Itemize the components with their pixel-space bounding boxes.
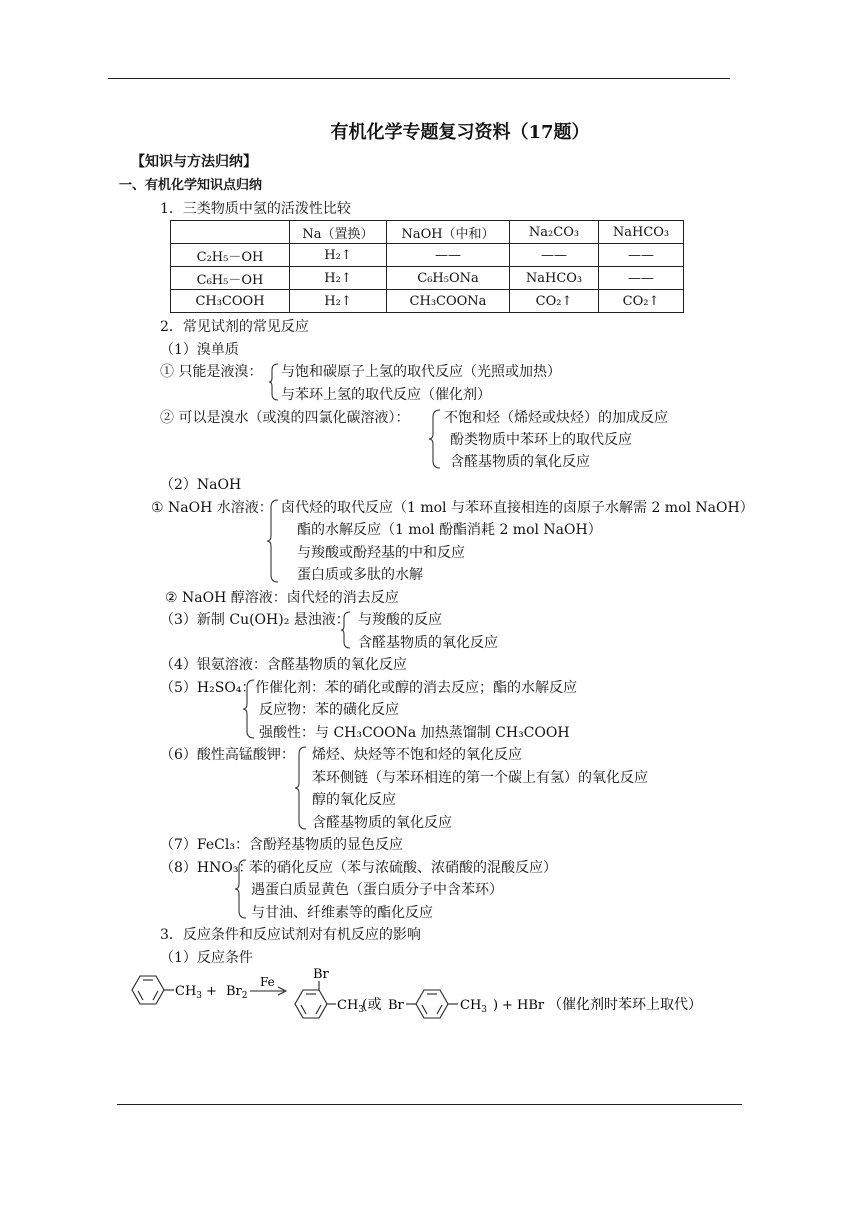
section-header: 【知识与方法归纳】 [131, 154, 257, 170]
subscript-2: 2 [241, 991, 248, 1001]
benzene-ring-icon [406, 990, 458, 1018]
close-paren: ) [493, 998, 499, 1013]
table-cell: NaOH（中和） [387, 221, 510, 244]
table-header-row [171, 221, 684, 244]
table-cell: H₂↑ [290, 290, 387, 313]
ch3-text: CH [460, 998, 482, 1013]
benzene-ring-icon [295, 981, 336, 1018]
benzene-ring-icon [132, 976, 174, 1004]
table-cell: CH₃COONa [387, 290, 510, 313]
kmno4-item: 烯烃、炔烃等不饱和烃的氧化反应 [312, 747, 522, 763]
silver-line: （4）银氨溶液：含醛基物质的氧化反应 [160, 657, 407, 673]
table-cell: H₂↑ [290, 267, 387, 290]
equation-note: （催化剂时苯环上取代） [548, 997, 702, 1013]
h2so4-item: 强酸性：与 CH₃COONa 加热蒸馏制 CH₃COOH [259, 725, 570, 741]
subscript-3: 3 [358, 1005, 365, 1015]
bromine-a-item: 与苯环上氢的取代反应（催化剂） [281, 387, 491, 403]
bromine-a-label: ① 只能是液溴： [160, 364, 263, 380]
brace-icon [266, 499, 280, 583]
table-cell: —— [387, 244, 510, 267]
br-para: Br [388, 998, 404, 1013]
table-row [171, 244, 684, 267]
h2so4-item: 作催化剂：苯的硝化或醇的消去反应；酯的水解反应 [255, 680, 577, 696]
table-cell: C₆H₅－OH [171, 267, 290, 290]
table-cell: CO₂↑ [510, 290, 599, 313]
table-cell: H₂↑ [290, 244, 387, 267]
subscript-3: 3 [196, 991, 203, 1001]
brace-icon [242, 679, 256, 739]
br2-text: Br [226, 984, 242, 999]
table-cell: Na₂CO₃ [510, 221, 599, 244]
fecl3-line: （7）FeCl₃：含酚羟基物质的显色反应 [160, 837, 403, 853]
bromine-b-label: ② 可以是溴水（或溴的四氯化碳溶液）： [160, 410, 410, 426]
table-row [171, 290, 684, 313]
page-title: 有机化学专题复习资料（17题） [330, 122, 590, 143]
part1-title: 一、有机化学知识点归纳 [119, 178, 263, 193]
table-cell: CH₃COOH [171, 290, 290, 313]
naoh-b-line: ② NaOH 醇溶液：卤代烃的消去反应 [165, 590, 399, 606]
bromine-a-item: 与饱和碳原子上氢的取代反应（光照或加热） [281, 364, 561, 380]
top-rule [108, 78, 730, 79]
hno3-item: 与甘油、纤维素等的酯化反应 [251, 905, 433, 921]
svg-text:CH3 [337, 998, 364, 1015]
or-text: (或 [362, 997, 382, 1013]
ch3-text: CH [175, 984, 197, 999]
brace-icon [234, 859, 248, 919]
reaction-equation [130, 965, 750, 1037]
item1-title: 1．三类物质中氢的活泼性比较 [160, 201, 351, 217]
ch3-text: CH [337, 998, 359, 1013]
bottom-rule [117, 1104, 742, 1105]
svg-text:CH3 [175, 984, 202, 1001]
hbr-text: + HBr [502, 998, 545, 1013]
bromine-b-item: 不饱和烃（烯烃或炔烃）的加成反应 [444, 410, 668, 426]
brace-icon [428, 409, 442, 469]
h2so4-item: 反应物：苯的磺化反应 [259, 702, 399, 718]
table-cell: —— [510, 244, 599, 267]
svg-text:CH3 [460, 998, 487, 1015]
table-cell: NaHCO₃ [510, 267, 599, 290]
subscript-3: 3 [481, 1005, 488, 1015]
kmno4-item: 醇的氧化反应 [312, 792, 396, 808]
br-substituent: Br [313, 967, 329, 982]
table-cell: NaHCO₃ [599, 221, 684, 244]
conditions-title: （1）反应条件 [160, 950, 253, 966]
hno3-label: （8）HNO₃： [160, 860, 253, 876]
plus-sign: + [206, 984, 217, 999]
h2so4-label: （5）H₂SO₄： [160, 680, 256, 696]
naoh-a-item: 与羧酸或酚羟基的中和反应 [297, 545, 465, 561]
activity-table [170, 220, 684, 313]
kmno4-item: 苯环侧链（与苯环相连的第一个碳上有氢）的氧化反应 [312, 770, 648, 786]
item3-title: 3．反应条件和反应试剂对有机反应的影响 [160, 927, 421, 943]
kmno4-item: 含醛基物质的氧化反应 [312, 815, 452, 831]
table-cell: C₂H₅－OH [171, 244, 290, 267]
bromine-b-item: 酚类物质中苯环上的取代反应 [450, 432, 632, 448]
brace-icon [268, 363, 280, 401]
svg-text:Br2 [226, 984, 248, 1001]
cuoh-item: 含醛基物质的氧化反应 [358, 635, 498, 651]
kmno4-label: （6）酸性高锰酸钾： [160, 747, 295, 763]
table-cell: —— [599, 267, 684, 290]
bromine-b-item: 含醛基物质的氧化反应 [450, 454, 590, 470]
table-cell [171, 221, 290, 244]
naoh-a-label: ① NaOH 水溶液： [151, 500, 273, 516]
cuoh-label: （3）新制 Cu(OH)₂ 悬浊液： [160, 612, 350, 628]
naoh-a-item: 卤代烃的取代反应（1 mol 与苯环直接相连的卤原子水解需 2 mol NaOH） [281, 500, 754, 516]
table-cell: CO₂↑ [599, 290, 684, 313]
naoh-title: （2）NaOH [160, 477, 242, 493]
cuoh-item: 与羧酸的反应 [358, 612, 442, 628]
table-cell: Na（置换） [290, 221, 387, 244]
naoh-a-item: 蛋白质或多肽的水解 [297, 567, 423, 583]
table-cell: —— [599, 244, 684, 267]
table-row [171, 267, 684, 290]
hno3-item: 苯的硝化反应（苯与浓硫酸、浓硝酸的混酸反应） [249, 860, 557, 876]
table-cell: C₆H₅ONa [387, 267, 510, 290]
brace-icon [294, 746, 308, 830]
naoh-a-item: 酯的水解反应（1 mol 酚酯消耗 2 mol NaOH） [297, 522, 602, 538]
bromine-title: （1）溴单质 [160, 342, 239, 358]
item2-title: 2．常见试剂的常见反应 [160, 319, 309, 335]
catalyst-text: Fe [260, 975, 275, 989]
brace-icon [340, 611, 352, 649]
hno3-item: 遇蛋白质显黄色（蛋白质分子中含苯环） [251, 882, 503, 898]
